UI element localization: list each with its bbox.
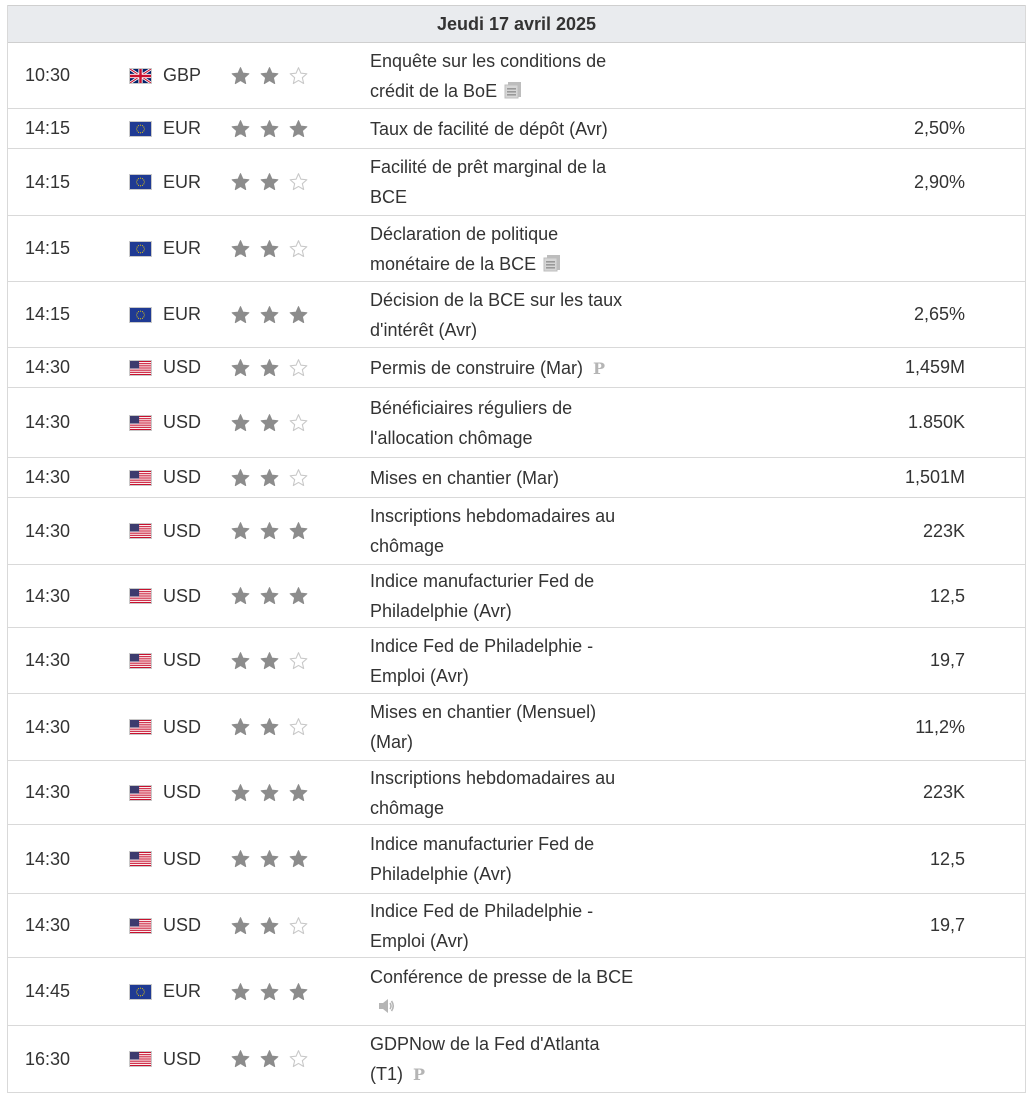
event-time: 14:30: [25, 848, 71, 869]
event-title-line: Philadelphie (Avr): [370, 864, 512, 884]
event-currency: [129, 216, 201, 281]
event-time: 14:30: [25, 716, 71, 737]
star-filled-icon: [259, 783, 280, 803]
event-title-line: BCE: [370, 187, 408, 207]
event-currency: [129, 958, 201, 1025]
event-row[interactable]: [8, 388, 1025, 458]
event-row[interactable]: [8, 694, 1025, 761]
star-filled-icon: [230, 916, 251, 936]
star-filled-icon: [259, 982, 280, 1002]
event-time: 14:30: [25, 782, 71, 802]
star-filled-icon: [259, 717, 280, 737]
eu-flag-icon: [129, 174, 152, 190]
star-filled-icon: [230, 358, 251, 378]
event-title-line: Inscriptions hebdomadaires au: [370, 767, 616, 788]
event-title[interactable]: [370, 761, 660, 824]
event-title-line: Décision de la BCE sur les taux: [370, 289, 623, 310]
event-title-line: Inscriptions hebdomadaires au: [370, 506, 616, 526]
importance-stars: [230, 498, 317, 564]
currency-code: EUR: [163, 171, 202, 192]
star-empty-icon: [288, 1049, 309, 1069]
event-list: [8, 43, 1025, 1093]
us-flag-icon: [129, 719, 152, 735]
importance-stars: [230, 149, 317, 215]
event-title-line: monétaire de la BCE: [370, 253, 537, 274]
star-filled-icon: [288, 521, 309, 541]
star-empty-icon: [288, 172, 309, 192]
event-value: 11,2%: [915, 716, 965, 737]
star-filled-icon: [230, 239, 251, 259]
event-title-line: Enquête sur les conditions de: [370, 50, 607, 71]
event-row[interactable]: [8, 565, 1025, 628]
us-flag-icon: [129, 918, 152, 934]
event-currency: [129, 761, 201, 824]
event-time: 14:15: [25, 304, 71, 324]
event-row[interactable]: [8, 282, 1025, 348]
eu-flag-icon: [129, 241, 152, 257]
event-title-line: Philadelphie (Avr): [370, 601, 512, 621]
event-title[interactable]: [370, 149, 660, 215]
star-filled-icon: [288, 119, 309, 139]
event-title-line: Mises en chantier (Mensuel): [370, 702, 597, 722]
event-time: 14:15: [25, 118, 71, 138]
star-empty-icon: [288, 468, 309, 488]
event-currency: [129, 565, 201, 627]
event-title[interactable]: [370, 458, 660, 497]
event-title-line: GDPNow de la Fed d'Atlanta: [370, 1034, 600, 1054]
star-filled-icon: [259, 468, 280, 488]
star-filled-icon: [259, 586, 280, 606]
event-value: 1,501M: [904, 467, 965, 487]
star-filled-icon: [259, 849, 280, 869]
event-title[interactable]: [370, 109, 660, 148]
currency-code: USD: [163, 585, 202, 606]
star-filled-icon: [230, 119, 251, 139]
event-title-line: crédit de la BoE: [370, 80, 498, 101]
event-time: 14:45: [25, 981, 71, 1001]
event-time: 14:15: [25, 238, 71, 258]
event-currency: [129, 388, 201, 457]
star-filled-icon: [230, 849, 251, 869]
event-currency: [129, 1026, 201, 1092]
event-row[interactable]: [8, 825, 1025, 894]
importance-stars: [230, 43, 317, 108]
us-flag-icon: [129, 470, 152, 486]
event-row[interactable]: [8, 894, 1025, 958]
event-row[interactable]: [8, 109, 1025, 149]
currency-code: USD: [163, 782, 202, 802]
event-row[interactable]: [8, 1026, 1025, 1093]
preliminary-icon[interactable]: [409, 1063, 429, 1083]
currency-code: EUR: [163, 981, 202, 1001]
event-value: 2,50%: [913, 118, 965, 138]
event-title-line: Permis de construire (Mar): [370, 357, 584, 378]
importance-stars: [230, 825, 317, 893]
event-time: 14:30: [25, 915, 71, 935]
star-filled-icon: [259, 119, 280, 139]
event-currency: [129, 628, 201, 693]
event-row[interactable]: [8, 43, 1025, 109]
currency-code: USD: [163, 357, 202, 377]
star-filled-icon: [230, 651, 251, 671]
us-flag-icon: [129, 415, 152, 431]
event-value: 12,5: [929, 848, 965, 869]
star-filled-icon: [230, 982, 251, 1002]
event-title-line: Indice manufacturier Fed de: [370, 571, 595, 591]
event-row[interactable]: [8, 958, 1025, 1026]
currency-code: USD: [163, 915, 202, 935]
star-filled-icon: [288, 783, 309, 803]
event-value: 1,459M: [904, 357, 965, 377]
uk-flag-icon: [129, 68, 152, 84]
event-row[interactable]: [8, 761, 1025, 825]
event-title[interactable]: [370, 1026, 660, 1092]
event-time: 14:30: [25, 520, 71, 541]
us-flag-icon: [129, 523, 152, 539]
star-filled-icon: [230, 413, 251, 433]
event-title-line: Indice Fed de Philadelphie -: [370, 900, 594, 921]
event-title-line: Déclaration de politique: [370, 223, 559, 244]
importance-stars: [230, 216, 317, 281]
importance-stars: [230, 894, 317, 957]
star-filled-icon: [230, 717, 251, 737]
currency-code: USD: [163, 716, 202, 737]
event-title-line: chômage: [370, 797, 445, 818]
star-filled-icon: [259, 305, 280, 325]
importance-stars: [230, 958, 317, 1025]
star-filled-icon: [230, 586, 251, 606]
event-title-line: d'intérêt (Avr): [370, 319, 478, 340]
currency-code: USD: [163, 1048, 202, 1069]
event-title-line: Mises en chantier (Mar): [370, 467, 560, 488]
star-filled-icon: [230, 783, 251, 803]
currency-code: EUR: [163, 238, 202, 258]
svg-text:P: P: [413, 1065, 426, 1083]
star-empty-icon: [288, 66, 309, 86]
event-time: 14:30: [25, 650, 71, 670]
event-currency: [129, 43, 201, 108]
eu-flag-icon: [129, 984, 152, 1000]
importance-stars: [230, 761, 317, 824]
currency-code: USD: [163, 650, 202, 670]
us-flag-icon: [129, 1051, 152, 1067]
event-row[interactable]: [8, 498, 1025, 565]
event-time: 14:30: [25, 467, 71, 487]
preliminary-icon[interactable]: [589, 357, 609, 377]
event-title-line: Facilité de prêt marginal de la: [370, 157, 607, 177]
star-filled-icon: [259, 916, 280, 936]
event-title[interactable]: [370, 565, 660, 627]
star-filled-icon: [288, 305, 309, 325]
event-title-line: Indice manufacturier Fed de: [370, 834, 595, 854]
event-row[interactable]: [8, 628, 1025, 694]
event-title-line: Bénéficiaires réguliers de: [370, 397, 573, 418]
event-title-line: Taux de facilité de dépôt (Avr): [370, 118, 608, 139]
star-empty-icon: [288, 651, 309, 671]
event-title[interactable]: [370, 958, 660, 1025]
event-title-line: l'allocation chômage: [370, 427, 533, 448]
importance-stars: [230, 1026, 317, 1092]
event-title[interactable]: [370, 628, 660, 693]
event-title[interactable]: [370, 43, 660, 108]
star-filled-icon: [259, 521, 280, 541]
eu-flag-icon: [129, 307, 152, 323]
currency-code: EUR: [163, 118, 202, 138]
event-title[interactable]: [370, 348, 660, 387]
star-filled-icon: [230, 1049, 251, 1069]
star-filled-icon: [259, 172, 280, 192]
star-filled-icon: [259, 358, 280, 378]
star-filled-icon: [230, 305, 251, 325]
event-value: 12,5: [929, 585, 965, 606]
importance-stars: [230, 388, 317, 457]
star-filled-icon: [259, 239, 280, 259]
event-currency: [129, 458, 201, 497]
event-title-line: Indice Fed de Philadelphie -: [370, 635, 594, 656]
event-row[interactable]: [8, 458, 1025, 498]
star-empty-icon: [288, 413, 309, 433]
event-title-line: (Mar): [370, 732, 413, 752]
day-header: Jeudi 17 avril 2025: [8, 5, 1025, 43]
importance-stars: [230, 694, 317, 760]
currency-code: USD: [163, 520, 202, 541]
event-row[interactable]: [8, 348, 1025, 388]
star-filled-icon: [230, 468, 251, 488]
event-value: 2,90%: [913, 171, 965, 192]
event-title[interactable]: [370, 216, 660, 281]
importance-stars: [230, 628, 317, 693]
event-time: 14:30: [25, 412, 71, 432]
event-title[interactable]: [370, 825, 660, 893]
event-currency: [129, 149, 201, 215]
event-value: 223K: [922, 520, 965, 541]
us-flag-icon: [129, 653, 152, 669]
event-time: 14:15: [25, 171, 71, 192]
document-icon[interactable]: [503, 80, 523, 100]
event-row[interactable]: [8, 149, 1025, 216]
event-title-line: (T1): [370, 1064, 403, 1084]
currency-code: USD: [163, 412, 202, 432]
event-value: 1.850K: [907, 412, 965, 432]
currency-code: USD: [163, 848, 202, 869]
star-empty-icon: [288, 239, 309, 259]
event-value: 2,65%: [913, 304, 965, 324]
importance-stars: [230, 458, 317, 497]
event-currency: [129, 282, 201, 347]
us-flag-icon: [129, 588, 152, 604]
event-title-line: Emploi (Avr): [370, 930, 469, 951]
event-title[interactable]: [370, 894, 660, 957]
event-title-line: chômage: [370, 536, 445, 556]
star-empty-icon: [288, 916, 309, 936]
event-time: 14:30: [25, 585, 71, 606]
event-title-line: Conférence de presse de la BCE: [370, 966, 634, 987]
event-currency: [129, 348, 201, 387]
event-title[interactable]: [370, 498, 660, 564]
document-icon[interactable]: [542, 253, 562, 273]
star-filled-icon: [230, 172, 251, 192]
star-filled-icon: [230, 521, 251, 541]
event-currency: [129, 694, 201, 760]
event-value: 223K: [922, 782, 965, 802]
economic-calendar: [7, 5, 1026, 1093]
event-row[interactable]: [8, 216, 1025, 282]
event-currency: [129, 109, 201, 148]
event-title-line: Emploi (Avr): [370, 665, 469, 686]
us-flag-icon: [129, 360, 152, 376]
importance-stars: [230, 282, 317, 347]
currency-code: EUR: [163, 304, 202, 324]
us-flag-icon: [129, 785, 152, 801]
event-title[interactable]: [370, 388, 660, 457]
star-filled-icon: [259, 1049, 280, 1069]
event-time: 16:30: [25, 1048, 71, 1069]
star-filled-icon: [288, 586, 309, 606]
star-filled-icon: [259, 413, 280, 433]
star-filled-icon: [259, 66, 280, 86]
event-currency: [129, 894, 201, 957]
importance-stars: [230, 348, 317, 387]
importance-stars: [230, 109, 317, 148]
star-filled-icon: [288, 982, 309, 1002]
star-filled-icon: [288, 849, 309, 869]
star-empty-icon: [288, 358, 309, 378]
event-time: 10:30: [25, 65, 71, 85]
event-value: 19,7: [929, 915, 965, 935]
star-empty-icon: [288, 717, 309, 737]
speaker-icon[interactable]: [376, 996, 396, 1016]
star-filled-icon: [259, 651, 280, 671]
eu-flag-icon: [129, 121, 152, 137]
event-time: 14:30: [25, 357, 71, 377]
event-title[interactable]: [370, 282, 660, 347]
us-flag-icon: [129, 851, 152, 867]
event-currency: [129, 498, 201, 564]
currency-code: USD: [163, 467, 202, 487]
importance-stars: [230, 565, 317, 627]
svg-text:P: P: [593, 358, 606, 377]
currency-code: GBP: [163, 65, 202, 85]
event-currency: [129, 825, 201, 893]
star-filled-icon: [230, 66, 251, 86]
event-value: 19,7: [929, 650, 965, 670]
event-title[interactable]: [370, 694, 660, 760]
